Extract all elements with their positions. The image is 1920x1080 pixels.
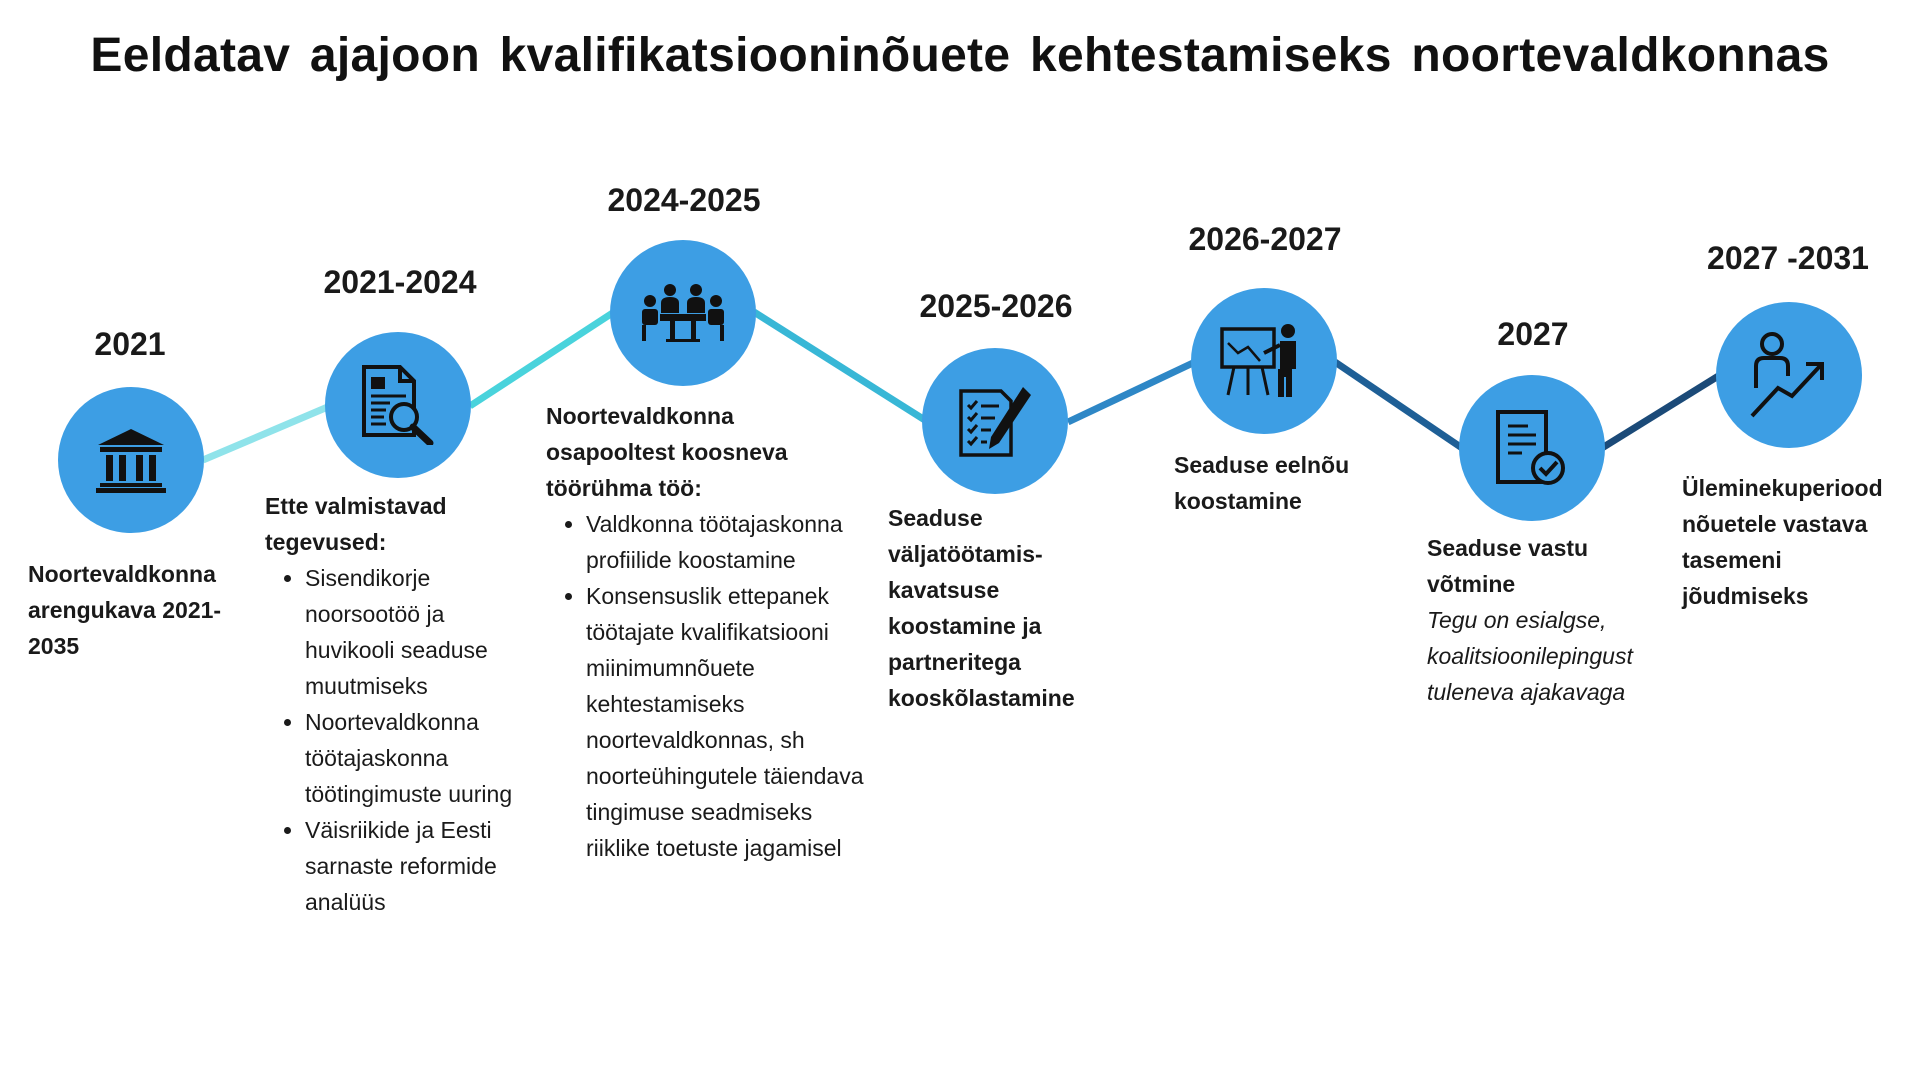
presentation-board-icon bbox=[1220, 323, 1308, 399]
milestone-year: 2027 bbox=[1497, 316, 1569, 352]
milestone-heading: Ette valmistavad tegevused: bbox=[265, 493, 447, 555]
approved-document-icon bbox=[1494, 408, 1570, 488]
milestone-bullet-list bbox=[546, 506, 866, 866]
milestone-year: 2026-2027 bbox=[1188, 221, 1342, 257]
milestone-note: Tegu on esialgse, koalitsioonilepingust tuleneva ajakavaga bbox=[1427, 607, 1633, 705]
milestone-text bbox=[28, 556, 258, 664]
milestone-year: 2024-2025 bbox=[607, 182, 761, 218]
milestone-circle bbox=[58, 387, 204, 533]
milestone-heading: Üleminekuperiood nõuetele vastava tasemeni jõudmiseks bbox=[1682, 475, 1883, 609]
milestone-heading: Seaduse eelnõu koostamine bbox=[1174, 452, 1350, 514]
milestone-bullet-list bbox=[265, 560, 530, 920]
timeline-segment bbox=[1602, 375, 1720, 448]
timeline-segment bbox=[203, 406, 330, 460]
milestone-text bbox=[1427, 530, 1677, 710]
milestone-year: 2025-2026 bbox=[919, 288, 1073, 324]
milestone-year: 2021-2024 bbox=[323, 264, 477, 300]
milestone-heading: Noortevaldkonna osapooltest koosneva töörühma töö: bbox=[546, 403, 788, 501]
milestone-heading: Noortevaldkonna arengukava 2021-2035 bbox=[28, 561, 222, 659]
meeting-table-icon bbox=[640, 283, 726, 343]
milestone-heading: Seaduse vastu võtmine bbox=[1427, 535, 1589, 597]
institution-building-icon bbox=[96, 427, 166, 493]
timeline-segment bbox=[1068, 362, 1195, 422]
timeline-segment bbox=[1335, 362, 1462, 448]
milestone-year: 2021 bbox=[94, 326, 166, 362]
milestone-circle bbox=[922, 348, 1068, 494]
timeline-segment bbox=[470, 312, 614, 406]
milestone-text bbox=[1682, 470, 1914, 614]
milestone-circle bbox=[610, 240, 756, 386]
page-title: Eeldatav ajajoon kvalifikatsiooninõuete kehtestamiseks noortevaldkonnas bbox=[90, 29, 1830, 82]
milestone-text bbox=[888, 500, 1128, 716]
milestone-text bbox=[265, 488, 530, 920]
list-item: • Konsensuslik ettepanek töötajate kvalifikatsiooni miinimumnõuete kehtestamiseks noortevaldkonnas, sh noorteühingutele täiendava tingimuse seadmiseks riiklike toetuste jagamisel bbox=[586, 578, 866, 866]
milestone-circle bbox=[325, 332, 471, 478]
milestone-year: 2027 -2031 bbox=[1707, 240, 1869, 276]
list-item: • Väisriikide ja Eesti sarnaste reformide analüüs bbox=[305, 812, 530, 920]
milestone-circle bbox=[1716, 302, 1862, 448]
milestone-text bbox=[1174, 447, 1414, 519]
milestone-text bbox=[546, 398, 866, 866]
list-item: • Sisendikorje noorsootöö ja huvikooli seaduse muutmiseks bbox=[305, 560, 530, 704]
milestone-heading: Seaduse väljatöötamis-kavatsuse koostamine ja partneritega kooskõlastamine bbox=[888, 505, 1075, 711]
list-item: • Noortevaldkonna töötajaskonna töötingimuste uuring bbox=[305, 704, 530, 812]
checklist-pen-icon bbox=[955, 381, 1035, 461]
document-search-icon bbox=[360, 365, 436, 445]
milestone-circle bbox=[1191, 288, 1337, 434]
milestone-circle bbox=[1459, 375, 1605, 521]
person-growth-icon bbox=[1748, 332, 1830, 418]
list-item: • Valdkonna töötajaskonna profiilide koostamine bbox=[586, 506, 866, 578]
